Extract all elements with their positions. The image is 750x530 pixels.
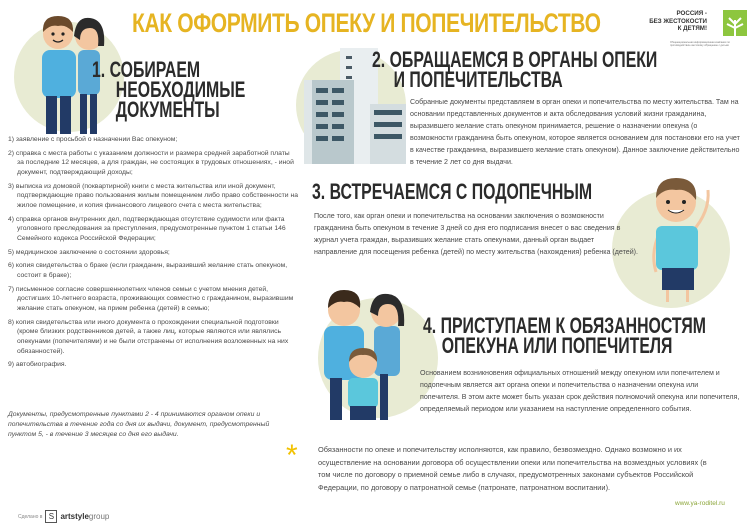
badge-line-2: БЕЗ ЖЕСТОКОСТИ	[649, 17, 707, 25]
step-4-heading-line-1: 4. ПРИСТУПАЕМ К ОБЯЗАННОСТЯМ	[423, 313, 706, 338]
list-item: 9) автобиография.	[8, 361, 67, 369]
step-1-heading	[92, 57, 246, 122]
step-4-heading	[423, 313, 706, 358]
badge-line-3: К ДЕТЯМ!	[677, 25, 707, 33]
documents-list	[8, 135, 298, 374]
step-3-heading-line-1: 3. ВСТРЕЧАЕМСЯ С ПОДОПЕЧНЫМ	[312, 179, 593, 204]
badge-subtitle: Общенациональная информационная кампания по противодействию жестокому обращению с детьми	[670, 41, 730, 47]
documents-validity-note: Документы, предусмотренные пунктами 2 - 4 принимаются органом опеки и попечительства в течение года со дня их выдачи, документ, предусмотренный пунктом 5, - в течение 3 месяцев со дня его выдачи.	[8, 411, 270, 438]
family-illustration	[316, 282, 416, 422]
credit-label: Сделано в	[18, 513, 43, 520]
list-item: 2) справка с места работы с указанием должности и размера средней заработной платы за последние 12 месяцев, а для граждан, не состоящих в трудовых отношениях, - иной документ, подтверждающий доходы;	[8, 149, 294, 176]
tree-icon	[723, 10, 747, 36]
step-3-text: После того, как орган опеки и попечительства на основании заключения о возможности гражданина быть опекуном в течение 3 дней со дня его подписания внесет о вас сведения в журнал учета граждан, выразивших желание стать опекунами, данный орган выдает направление для посещения ребенка (детей) по месту жительства (нахождения) ребенка (детей).	[314, 212, 638, 256]
step-4-text: Основанием возникновения официальных отношений между опекуном или попечителем и подопечным является акт органа опеки и попечительства о назначении опекуна или попечителя. В этом акте может быть указан срок действия полномочий опекуна или попечителя, определяемый периодом или указанием на наступление определенного события.	[420, 369, 740, 413]
child-illustration	[630, 172, 730, 302]
brand-name	[60, 512, 109, 521]
credit	[18, 510, 109, 523]
list-item: 7) письменное согласие совершеннолетних членов семьи с учетом мнения детей, достигших 10-летнего возраста, проживающих совместно с гражданином, выразившим желание стать опекуном, на прием ребенка (детей) в семью;	[8, 285, 294, 313]
list-item: 8) копия свидетельства или иного документа о прохождении специальной подготовки (кроме близких родственников детей, а также лиц, которые являются или являлись опекунами (попечителями) и не были отстранены от исполнения возложенных на них обязанностей).	[8, 318, 289, 355]
footnote-text: Обязанности по опеке и попечительству исполняются, как правило, безвозмездно. Однако возможно и их осуществление на основании договора об осуществлении опеки или попечительства на возмездных условиях (в том числе по договору о приемной семье либо в случаях, предусмотренных законами субъектов Российской Федерации, по договору о патронатной семье (патронате, патронатном воспитании).	[318, 445, 707, 492]
step-1-heading-line-1: 1. СОБИРАЕМ	[92, 57, 201, 82]
step-2-heading-line-2: И ПОПЕЧИТЕЛЬСТВА	[393, 67, 563, 92]
step-1-heading-line-2: НЕОБХОДИМЫЕ	[115, 77, 246, 102]
list-item: 6) копия свидетельства о браке (если гражданин, выразивший желание стать опекуном, состоит в браке);	[8, 262, 288, 280]
artstyle-logo-icon: S	[45, 510, 57, 523]
star-icon: *	[286, 439, 298, 472]
page-title: КАК ОФОРМИТЬ ОПЕКУ И ПОПЕЧИТЕЛЬСТВО	[132, 8, 601, 38]
badge-line-1: РОССИЯ -	[676, 10, 707, 17]
step-4-heading-line-2: ОПЕКУНА ИЛИ ПОПЕЧИТЕЛЯ	[441, 333, 673, 358]
step-1-heading-line-3: ДОКУМЕНТЫ	[115, 97, 220, 122]
list-item: 4) справка органов внутренних дел, подтверждающая отсутствие судимости или факта уголовного преследования за преступления, предусмотренные пунктом 1 статьи 146 Семейного кодекса Российской Федерации;	[8, 215, 286, 242]
list-item: 1) заявление с просьбой о назначении Вас опекуном;	[8, 136, 178, 143]
step-2-heading-line-1: 2. ОБРАЩАЕМСЯ В ОРГАНЫ ОПЕКИ	[372, 47, 658, 72]
step-2-heading	[372, 47, 658, 92]
list-item: 5) медицинское заключение о состоянии здоровья;	[8, 248, 170, 256]
badge-text	[649, 10, 707, 33]
list-item: 3) выписка из домовой (поквартирной) книги с места жительства или иной документ, подтверждающие право пользования жилым помещением либо право собственности на жилое помещение, и копия финансового лицевого счета с места жительства;	[8, 182, 298, 209]
campaign-badge[interactable]	[632, 8, 747, 48]
website-link[interactable]: www.ya-roditel.ru	[675, 500, 725, 507]
step-3-heading	[312, 181, 592, 203]
brand-bold: artstyle	[60, 512, 89, 521]
step-2-text: Собранные документы представляем в орган опеки и попечительства по месту жительства. Там на основании представленных документов и акта обследования условий жизни гражданина, выразившего желание стать опекуном принимается, решение о назначении опекуна (о возможности гражданина быть опекуном, которое является основанием для постановки его на учет в качестве гражданина, выразившего желание стать опекуном). Данное заключение действительно в течение 2 лет со дня выдачи.	[410, 98, 740, 166]
brand-light: group	[88, 512, 110, 521]
